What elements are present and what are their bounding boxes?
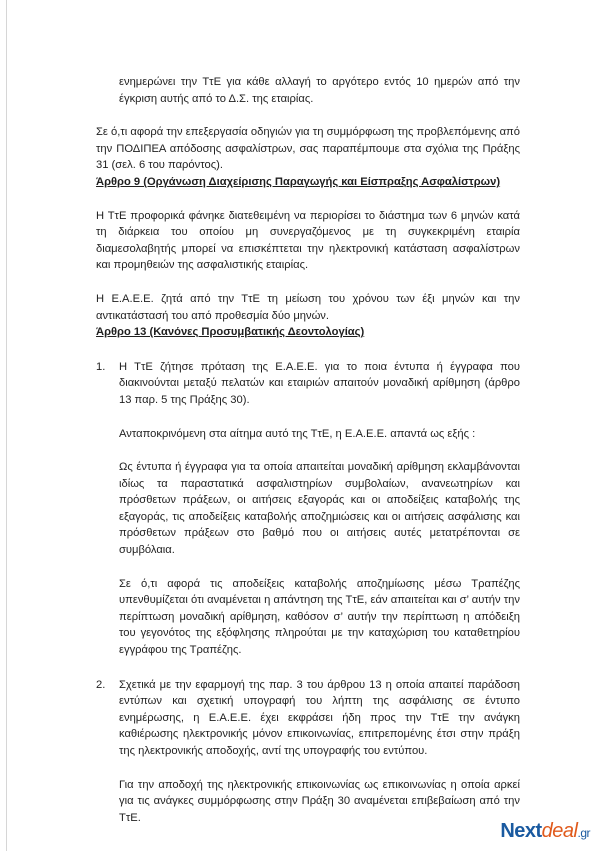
item1-paragraph-2: Ανταποκρινόμενη στα αίτημα αυτό της ΤτΕ, η Ε.Α.Ε.Ε. απαντά ως εξής :	[119, 427, 476, 440]
list-item-2	[96, 677, 520, 827]
logo-part-domain: .gr	[577, 826, 590, 840]
logo-part-next: Next	[500, 820, 542, 842]
item1-paragraph-4: Σε ό,τι αφορά τις αποδείξεις καταβολής αποζημίωσης μέσω Τραπέζης υπενθυμίζεται ότι αναμένεται η απάντηση της ΤτΕ, εάν απαιτείται και σ’ αυτήν την περίπτωση μοναδική αρίθμηση, καθόσον σ’ αυτήν την περίπτωση η απόδειξη του γεγονότος της εξόφλησης πληρούται με την καταχώριση του καταθετηρίου εγγράφου της Τραπέζης.	[119, 577, 520, 657]
nextdeal-logo	[500, 820, 590, 843]
item1-paragraph-3: Ως έντυπα ή έγγραφα για τα οποία απαιτείται μοναδική αρίθμηση εκλαμβάνονται ιδίως τα παραστατικά ασφαλιστηρίων συμβολαίων, ανανεωτηρίων και πρόσθετων πράξεων, οι αιτήσεις εξαγοράς και οι αποδείξεις καταβολής της εξαγοράς, τις αποδείξεις καταβολής αποζημιώσεις και οι αιτήσεις ασφάλισης και πρόσθετων πράξεων στο βαθμό που οι αιτήσεις αυτές μετατρέπονται σε συμβόλαια.	[119, 461, 520, 557]
article-13-heading: Άρθρο 13 (Κανόνες Προσυμβατικής Δεοντολογίας)	[96, 326, 365, 339]
list-item-number: 2.	[96, 678, 106, 691]
item1-paragraph-1: Η ΤτΕ ζήτησε πρόταση της Ε.Α.Ε.Ε. για το ποια έντυπα ή έγγραφα που διακινούνται μεταξύ πελατών και εταιριών απαιτούν μοναδική αρίθμηση (άρθρο 13 παρ. 5 της Πράξης 30).	[119, 360, 520, 406]
page-edge-line	[6, 0, 7, 851]
paragraph-continuation: ενημερώνει την ΤτΕ για κάθε αλλαγή το αργότερο εντός 10 ημερών από την έγκριση αυτής από το Δ.Σ. της εταιρίας.	[119, 76, 520, 105]
paragraph-podipea: Σε ό,τι αφορά την επεξεργασία οδηγιών για τη συμμόρφωση της προβλεπόμενης από την ΠΟΔΙΠΕΑ απόδοσης ασφαλίστρων, σας παραπέμπουμε στα σχόλια της Πράξης 31 (σελ. 6 του παρόντος).	[96, 126, 520, 172]
item2-paragraph-1: Σχετικά με την εφαρμογή της παρ. 3 του άρθρου 13 η οποία απαιτεί παράδοση εντύπων και σχετική υπογραφή του λήπτη της ασφάλισης σε έντυπο ενημέρωσης, η Ε.Α.Ε.Ε. έχει εκφράσει ήδη προς την ΤτΕ την ανάγκη καθιέρωσης ηλεκτρονικής μόνον επικοινωνίας, επιτρεπομένης έτσι στην πράξη της ηλεκτρονικής αποδοχής, αντί της υπογραφής του εντύπου.	[119, 678, 520, 757]
paragraph-article9-2: Η Ε.Α.Ε.Ε. ζητά από την ΤτΕ τη μείωση του χρόνου των έξι μηνών και την αντικατάστασή του από προθεσμία δύο μηνών.	[96, 292, 520, 322]
item2-paragraph-2: Για την αποδοχή της ηλεκτρονικής επικοινωνίας ως επικοινωνίας η οποία αρκεί για τις ανάγκες συμμόρφωσης στην Πράξη 30 αναμένεται επιβεβαίωση από την ΤτΕ.	[119, 778, 520, 824]
document-page	[96, 74, 520, 826]
logo-part-deal: deal	[541, 820, 578, 842]
list-item-1	[96, 359, 520, 659]
paragraph-article9-1: Η ΤτΕ προφορικά φάνηκε διατεθειμένη να περιορίσει το διάστημα των 6 μηνών κατά τη διάρκεια του οποίου μη συνεργαζόμενος με τη συγκεκριμένη εταιρία διαμεσολαβητής μπορεί να επισκέπτεται την ηλεκτρονική κατάσταση ασφαλίστρων και προμηθειών της ασφαλιστικής εταιρίας.	[96, 209, 520, 272]
article-9-heading: Άρθρο 9 (Οργάνωση Διαχείρισης Παραγωγής και Είσπραξης Ασφαλίστρων)	[96, 175, 501, 188]
list-item-number: 1.	[96, 360, 106, 373]
